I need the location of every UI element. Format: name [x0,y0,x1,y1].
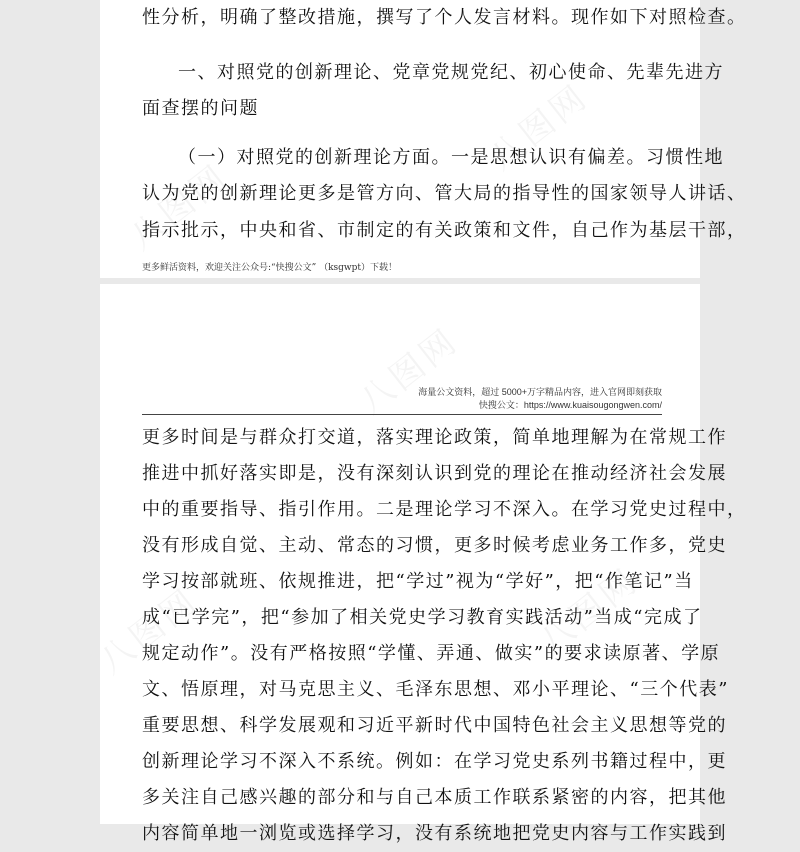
text-line: 重要思想、科学发展观和习近平新时代中国特色社会主义思想等党的 [142,715,727,736]
text-line: 指示批示，中央和省、市制定的有关政策和文件，自己作为基层干部， [142,220,747,241]
page-header [418,386,662,412]
watermark: 八图网 [351,320,467,423]
watermark: 八图网 [121,156,237,259]
text-line: 内容简单地一浏览或选择学习，没有系统地把党史内容与工作实践到 [142,823,727,844]
watermark: 八图网 [531,560,647,663]
section-heading: 一、对照党的创新理论、党章党规党纪、初心使命、先辈先进方 [178,62,724,83]
text-line: 文、悟原理，对马克思主义、毛泽东思想、邓小平理论、“三个代表” [142,679,729,700]
footer-note: 更多鲜活资料，欢迎关注公众号:“快搜公文” （ksgwpt）下载！ [142,263,398,273]
text-line: 学习按部就班、依规推进，把“学过”视为“学好”，把“作笔记”当 [142,571,694,592]
header-line: 海量公文资料，超过 5000+万字精品内容，进入官网即刻获取 [418,387,662,397]
text-line: 更多时间是与群众打交道，落实理论政策，简单地理解为在常规工作 [142,427,727,448]
text-line: 推进中抓好落实即是，没有深刻认识到党的理论在推动经济社会发展 [142,463,727,484]
watermark: 八图网 [91,580,207,683]
header-link[interactable]: 快搜公文：https://www.kuaisougongwen.com/ [478,400,662,410]
header-rule [142,414,662,415]
document-page-2 [91,284,747,844]
text-line: 性分析，明确了整改措施，撰写了个人发言材料。现作如下对照检查。 [142,7,747,28]
watermark: 八图网 [481,76,597,179]
section-heading-cont: 面查摆的问题 [142,98,259,119]
text-line: 没有形成自觉、主动、常态的习惯，更多时候考虑业务工作多，党史 [142,535,727,556]
text-line: 创新理论学习不深入不系统。例如：在学习党史系列书籍过程中，更 [142,751,727,772]
text-line: （一）对照党的创新理论方面。一是思想认识有偏差。习惯性地 [178,147,724,168]
document-page-1 [100,0,747,278]
text-line: 中的重要指导、指引作用。二是理论学习不深入。在学习党史过程中， [142,499,747,520]
text-line: 成“已学完”，把“参加了相关党史学习教育实践活动”当成“完成了 [142,607,703,628]
text-line: 认为党的创新理论更多是管方向、管大局的指导性的国家领导人讲话、 [142,183,747,204]
text-line: 规定动作”。没有严格按照“学懂、弄通、做实”的要求读原著、学原 [142,643,721,664]
text-line: 多关注自己感兴趣的部分和与自己本质工作联系紧密的内容，把其他 [142,787,727,808]
